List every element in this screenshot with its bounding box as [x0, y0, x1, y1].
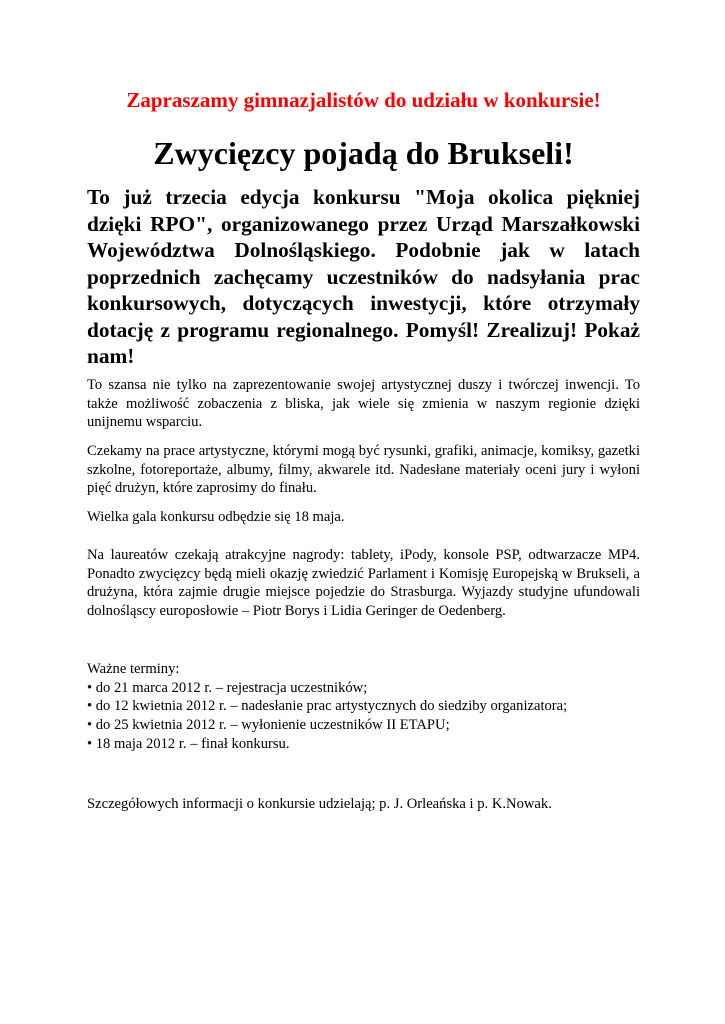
date-item: • do 25 kwietnia 2012 r. – wyłonienie uczestników II ETAPU;	[87, 717, 450, 734]
invitation-heading: Zapraszamy gimnazjalistów do udziału w konkursie!	[126, 88, 601, 112]
important-dates	[87, 660, 640, 754]
paragraph-opportunity: To szansa nie tylko na zaprezentowanie swojej artystycznej duszy i twórczej inwencji. To także możliwość zobaczenia z bliska, jak wiele się zmienia w naszym regionie dzięki unijnemu wsparciu.	[87, 377, 640, 431]
page-title: Zwycięzcy pojadą do Brukseli!	[153, 135, 574, 171]
contact-text: Szczegółowych informacji o konkursie udzielają; p. J. Orleańska i p. K.Nowak.	[87, 796, 552, 812]
date-item: • 18 maja 2012 r. – finał konkursu.	[87, 735, 290, 752]
date-item: • do 12 kwietnia 2012 r. – nadesłanie prac artystycznych do siedziby organizatora;	[87, 698, 568, 715]
important-dates-heading: Ważne terminy:	[87, 661, 180, 677]
contact-info	[87, 795, 640, 814]
date-item: • do 21 marca 2012 r. – rejestracja uczestników;	[87, 679, 368, 696]
paragraph-gala: Wielka gala konkursu odbędzie się 18 maja.	[87, 509, 345, 525]
lead-paragraph: To już trzecia edycja konkursu "Moja okolica piękniej dzięki RPO", organizowanego przez Urząd Marszałkowski Województwa Dolnośląskiego. Podobnie jak w latach poprzednich zachęcamy uczestników do nadsyłania prac konkursowych, dotyczących inwestycji, które otrzymały dotację z programu regionalnego. Pomyśl! Zrealizuj! Pokaż nam!	[87, 185, 640, 368]
paragraph-submissions: Czekamy na prace artystyczne, którymi mogą być rysunki, grafiki, animacje, komiksy, gazetki szkolne, fotoreportaże, albumy, filmy, akwarele itd. Nadesłane materiały oceni jury i wyłoni pięć drużyn, które zaprosimy do finału.	[87, 443, 640, 497]
paragraph-prizes: Na laureatów czekają atrakcyjne nagrody: tablety, iPody, konsole PSP, odtwarzacze MP4. Ponadto zwycięzcy będą mieli okazję zwiedzić Parlament i Komisję Europejską w Brukseli, a drużyna, która zajmie drugie miejsce pojedzie do Strasburga. Wyjazdy studyjne ufundowali dolnośląscy europosłowie – Piotr Borys i Lidia Geringer de Oedenberg.	[87, 547, 640, 620]
